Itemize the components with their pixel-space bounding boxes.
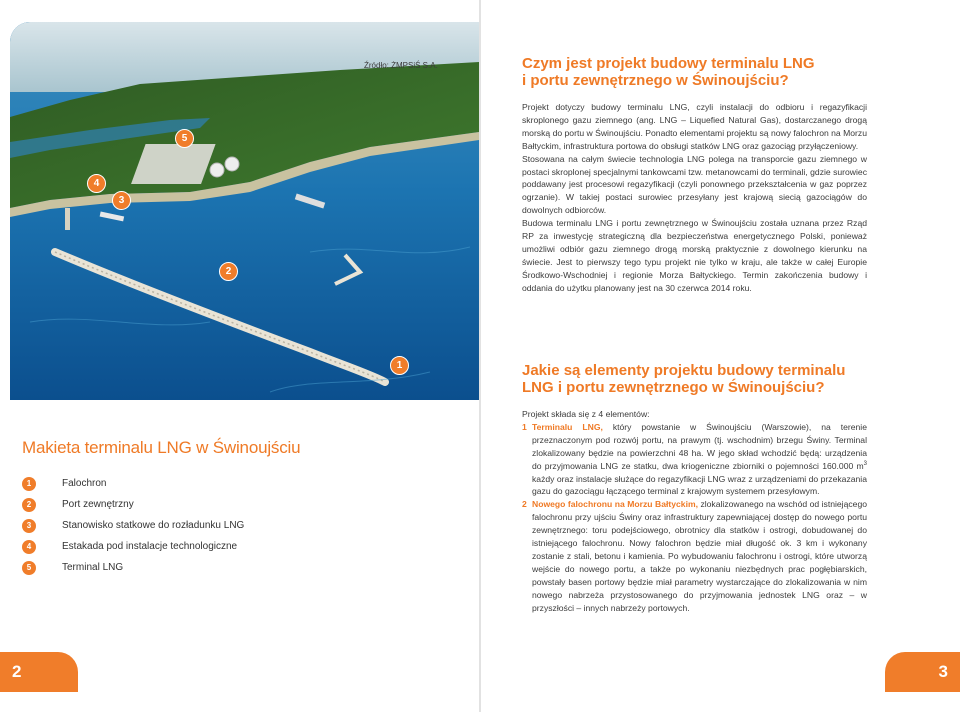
section-heading-elements xyxy=(522,362,845,396)
legend-item xyxy=(22,515,244,536)
element-lead: Terminalu LNG, xyxy=(532,421,603,432)
legend-label: Estakada pod instalacje technologiczne xyxy=(62,541,238,552)
heading-line: LNG i portu zewnętrznego w Świnoujściu? xyxy=(522,379,825,396)
element-text: który powstanie w Świnoujściu (Warszowie), na terenie przeznaczonym pod rozwój portu, na prawym (tj. wschodnim) brzegu Świny. Terminal zlokalizowany będzie na powierzchni 48 ha. W jego skład wchodzić będą: urządzenia do przyjmowania LNG ze statku, dwa kriogeniczne zbiorniki o pojemności 160.000 m xyxy=(532,421,867,471)
section-heading-what-is xyxy=(522,55,815,89)
legend-label: Stanowisko statkowe do rozładunku LNG xyxy=(62,520,245,531)
legend-number-badge: 2 xyxy=(22,498,36,512)
heading-line: i portu zewnętrznego w Świnoujściu? xyxy=(522,72,789,89)
photo-source-caption: Źródło: ŻMPSiŚ S.A. xyxy=(364,61,438,70)
heading-line: Czym jest projekt budowy terminalu LNG xyxy=(522,55,815,72)
elements-text xyxy=(522,408,867,615)
paragraph: Budowa terminalu LNG i portu zewnętrznego w Świnoujściu została uznana przez Rząd RP za inwestycję strategiczną dla bezpieczeństwa energetycznego Polski, ponieważ umożliwi odbiór gazu ziemnego drogą morską praktycznie z dowolnego kierunku na świecie. Jest to pierwszy tego typu projekt nie tylko w kraju, ale także w całej Europie Środkowo-Wschodniej i regionie Morza Bałtyckiego. Termin zakończenia budowy i oddania do użytku planowany jest na 30 czerwca 2014 roku. xyxy=(522,218,867,293)
paragraph: Projekt dotyczy budowy terminalu LNG, czyli instalacji do odbioru i regazyfikacji skroplonego gazu ziemnego (ang. LNG – Liquefied Natural Gas), dostarczanego drogą morską do portu w Świnoujściu. Ponadto elementami projektu są nowy falochron na Morzu Bałtyckim, infrastruktura portowa do obsługi statków LNG oraz gazociąg przyłączeniowy. xyxy=(522,102,867,151)
legend-label: Terminal LNG xyxy=(62,562,124,573)
photo-pin-3: 3 xyxy=(112,191,131,210)
legend-item xyxy=(22,557,244,578)
element-number: 1 xyxy=(522,421,527,432)
photo-pin-4: 4 xyxy=(87,174,106,193)
element-number: 2 xyxy=(522,499,527,510)
left-page xyxy=(0,0,479,712)
page-number-right: 3 xyxy=(885,652,960,692)
photo-pin-1: 1 xyxy=(390,356,409,375)
legend-list xyxy=(22,473,244,578)
unit-superscript: 3 xyxy=(863,460,867,467)
legend-title: Makieta terminalu LNG w Świnoujściu xyxy=(22,438,301,457)
legend-item xyxy=(22,494,244,515)
legend-item xyxy=(22,536,244,557)
legend-number-badge: 3 xyxy=(22,519,36,533)
element-text: każdy oraz instalacje służące do regazyfikacji LNG wraz z urządzeniami do przekazania gazu do gazociągu łączącego terminal z krajowym systemem przesyłowym. xyxy=(532,473,867,497)
legend-label: Port zewnętrzny xyxy=(62,499,134,510)
heading-line: Jakie są elementy projektu budowy terminalu xyxy=(522,362,846,379)
photo-pin-5: 5 xyxy=(175,129,194,148)
legend-item xyxy=(22,473,244,494)
element-text: zlokalizowanego na wschód od istniejącego falochronu przy ujściu Świny oraz infrastruktury zapewniającej dostęp do nowego portu zewnętrznego: toru podejściowego, obrotnicy dla statków i ostrogi, dobudowanej do istniejącego falochronu. Nowy falochron będzie miał długość ok. 3 km i wykonany zostanie z stali, betonu i kamienia. Po wybudowaniu falochronu i ostrogi, które utworzą wejście do nowego portu, a także po wykonaniu niezbędnych prac pogłębiarskich, powstały basen portowy będzie miał parametry wystarczające do zlokalizowania w nim nowego nabrzeża przystosowanego do przyjmowania jednostek LNG oraz – w przyszłości – innych nabrzeży portowych. xyxy=(532,499,867,613)
legend-number-badge: 5 xyxy=(22,561,36,575)
elements-intro: Projekt składa się z 4 elementów: xyxy=(522,409,650,419)
element-lead: Nowego falochronu na Morzu Bałtyckim, xyxy=(532,499,698,510)
legend-number-badge: 1 xyxy=(22,477,36,491)
element-item xyxy=(522,421,867,498)
page-number-left: 2 xyxy=(0,652,78,692)
element-item xyxy=(522,498,867,614)
legend-label: Falochron xyxy=(62,478,107,489)
photo-pin-2: 2 xyxy=(219,262,238,281)
element-description xyxy=(532,498,867,614)
element-description xyxy=(532,421,867,498)
paragraph: Stosowana na całym świecie technologia LNG polega na transporcie gazu ziemnego w postaci skroplonej specjalnymi tankowcami tzw. metanowcami do terminali, gdzie surowiec poddawany jest procesowi regazyfikacji (czyli ponownego przekształcenia w gaz poprzez ogrzanie). W takiej postaci surowiec przesyłany jest krajową siecią gazociągów do dowolnych odbiorców. xyxy=(522,153,867,216)
legend-number-badge: 4 xyxy=(22,540,36,554)
intro-text xyxy=(522,101,867,295)
aerial-illustration xyxy=(10,22,479,400)
terminal-aerial-photo xyxy=(10,22,479,400)
